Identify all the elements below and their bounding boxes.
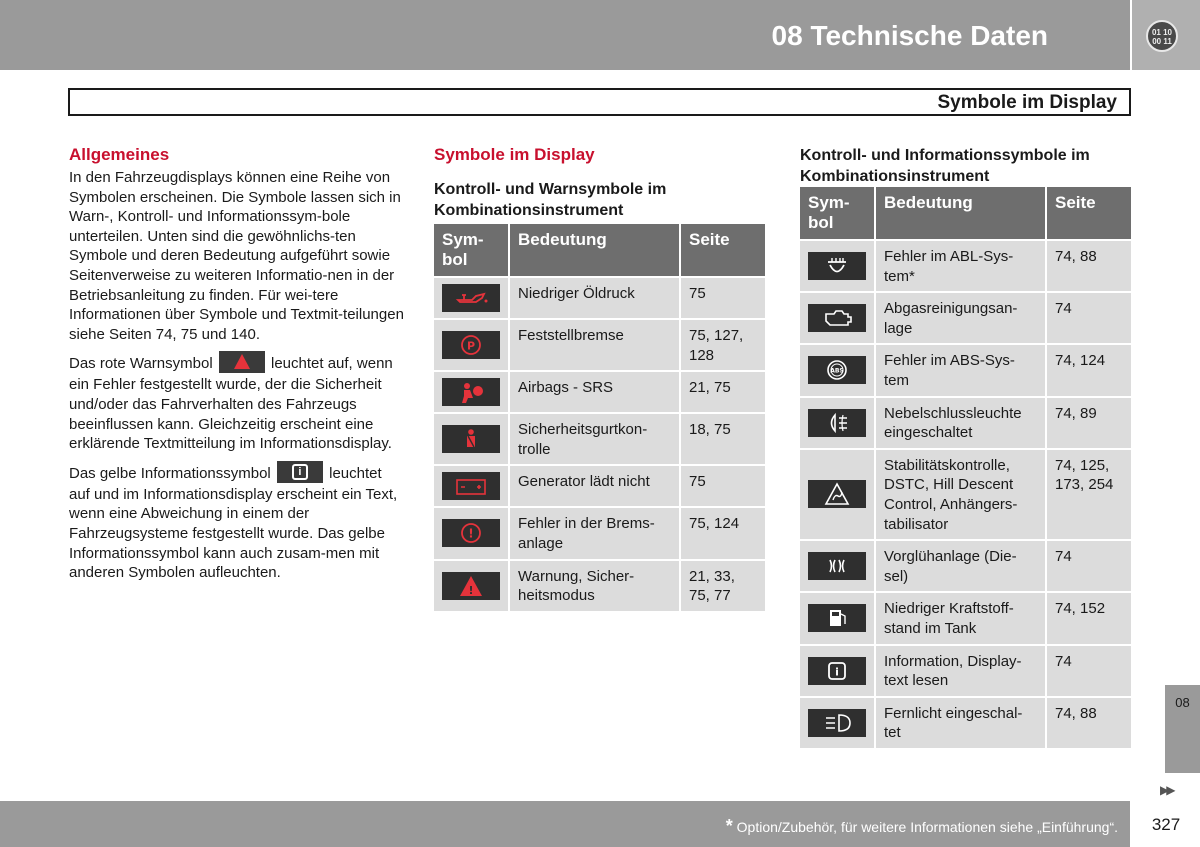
battery-icon xyxy=(442,472,500,500)
row-page: 74 xyxy=(1047,646,1131,698)
svg-text:!: ! xyxy=(468,583,474,597)
row-meaning: Fehler im ABL-Sys-tem* xyxy=(876,241,1047,293)
general-paragraph-3: Das gelbe Informationssymbol i leuchtet auf und im Informationsdisplay erscheint ein Text, wenn eine Abweichung in einem der Fahrzeugsysteme festgestellt wurde. Das gelbe Informationssymbol kann auch zusam-men mit anderen Symbolen aufleuchten. xyxy=(69,463,404,583)
row-meaning: Fehler in der Brems-anlage xyxy=(510,508,681,560)
table-row xyxy=(800,541,1131,593)
warning-triangle-icon xyxy=(442,572,500,600)
table-row xyxy=(434,561,765,613)
row-page: 74, 88 xyxy=(1047,698,1131,750)
row-page: 75, 127, 128 xyxy=(681,320,765,372)
row-meaning: Stabilitätskontrolle, DSTC, Hill Descent Control, Anhängers-tabilisator xyxy=(876,450,1047,541)
glow-plug-icon xyxy=(808,552,866,580)
row-meaning: Niedriger Kraftstoff-stand im Tank xyxy=(876,593,1047,645)
row-meaning: Fernlicht eingeschal-tet xyxy=(876,698,1047,750)
header-page: Seite xyxy=(681,224,765,278)
row-meaning: Abgasreinigungsan-lage xyxy=(876,293,1047,345)
side-tab-label: 08 xyxy=(1175,695,1190,710)
header-meaning: Bedeutung xyxy=(510,224,681,278)
table-row xyxy=(434,320,765,372)
table-row xyxy=(434,508,765,560)
row-meaning: Fehler im ABS-Sys-tem xyxy=(876,345,1047,397)
table-row xyxy=(434,278,765,320)
column-general xyxy=(69,145,404,592)
general-paragraph-2: Das rote Warnsymbol leuchtet auf, wenn ein Fehler festgestellt wurde, der die Sicherheit und/oder das Fahrverhalten des Fahrzeugs beeinflussen kann. Gleichzeitig erscheint eine erklärende Textmitteilung im Informationsdisplay. xyxy=(69,353,404,453)
table-row xyxy=(800,646,1131,698)
row-page: 74, 152 xyxy=(1047,593,1131,645)
row-page: 75 xyxy=(681,278,765,320)
symbols-heading: Symbole im Display xyxy=(434,145,595,164)
row-meaning: Nebelschlussleuchte eingeschaltet xyxy=(876,398,1047,450)
row-page: 21, 75 xyxy=(681,372,765,414)
section-title: Symbole im Display xyxy=(937,92,1117,113)
abl-icon xyxy=(808,252,866,280)
row-meaning: Warnung, Sicher-heitsmodus xyxy=(510,561,681,613)
chapter-badge-icon: 01 10 00 11 xyxy=(1146,20,1178,52)
general-heading: Allgemeines xyxy=(69,145,170,164)
column-info-symbols xyxy=(800,145,1131,750)
info-symbols-table xyxy=(800,187,1131,750)
footer-note: * Option/Zubehör, für weitere Informationen siehe „Einführung“. xyxy=(725,816,1118,836)
svg-text:!: ! xyxy=(468,526,474,541)
row-meaning: Niedriger Öldruck xyxy=(510,278,681,320)
seatbelt-icon xyxy=(442,425,500,453)
fuel-icon xyxy=(808,604,866,632)
svg-text:P: P xyxy=(466,339,476,353)
airbag-icon xyxy=(442,378,500,406)
general-paragraph-1: In den Fahrzeugdisplays können eine Reihe von Symbolen erscheinen. Die Symbole lassen sich in Warn-, Kontroll- und Informationssym-bole unterteilen. Unten sind die gewöhnlichs-ten Symbole und deren Bedeutung aufgeführt sowie Seitenverweise zu weiteren Informatio-nen in der Betriebsanleitung zu finden. Für wei-tere Informationen über Symbole und Textmit-teilungen siehe Seiten 74, 75 und 140. xyxy=(69,169,404,343)
table-row xyxy=(800,698,1131,750)
header-icon-box xyxy=(1132,0,1200,70)
warning-symbols-table xyxy=(434,224,765,613)
row-page: 74, 125, 173, 254 xyxy=(1047,450,1131,541)
warning-table-subheading: Kontroll- und Warnsymbole im Kombinationsinstrument xyxy=(434,181,667,219)
parking-brake-icon xyxy=(442,331,500,359)
header-meaning: Bedeutung xyxy=(876,187,1047,241)
table-row xyxy=(800,293,1131,345)
row-meaning: Vorglühanlage (Die-sel) xyxy=(876,541,1047,593)
header-symbol: Sym-bol xyxy=(800,187,876,241)
table-row xyxy=(800,450,1131,541)
table-row xyxy=(434,466,765,508)
header-page: Seite xyxy=(1047,187,1131,241)
header-symbol: Sym-bol xyxy=(434,224,510,278)
high-beam-icon xyxy=(808,709,866,737)
section-header xyxy=(68,88,1131,116)
header-bar xyxy=(0,0,1130,70)
column-warning-symbols xyxy=(434,145,765,613)
chapter-title: 08 Technische Daten xyxy=(771,20,1048,51)
table-row xyxy=(800,345,1131,397)
row-page: 74, 88 xyxy=(1047,241,1131,293)
row-page: 74, 124 xyxy=(1047,345,1131,397)
row-page: 74 xyxy=(1047,293,1131,345)
row-meaning: Sicherheitsgurtkon-trolle xyxy=(510,414,681,466)
table-row xyxy=(434,372,765,414)
stability-icon xyxy=(808,480,866,508)
page-number: 327 xyxy=(1132,801,1200,847)
row-meaning: Airbags - SRS xyxy=(510,372,681,414)
red-warning-symbol-icon xyxy=(219,351,265,373)
chapter-side-tab xyxy=(1165,685,1200,773)
row-meaning: Generator lädt nicht xyxy=(510,466,681,508)
footer-bar xyxy=(0,801,1130,847)
table-row xyxy=(800,241,1131,293)
oil-pressure-icon xyxy=(442,284,500,312)
rear-fog-icon xyxy=(808,409,866,437)
row-page: 74, 89 xyxy=(1047,398,1131,450)
yellow-info-symbol-icon: i xyxy=(277,461,323,483)
table-row xyxy=(800,593,1131,645)
svg-text:i: i xyxy=(835,665,839,679)
row-page: 75 xyxy=(681,466,765,508)
brake-warning-icon xyxy=(442,519,500,547)
row-page: 21, 33, 75, 77 xyxy=(681,561,765,613)
table-row xyxy=(800,398,1131,450)
abs-icon xyxy=(808,356,866,384)
row-meaning: Feststellbremse xyxy=(510,320,681,372)
row-page: 18, 75 xyxy=(681,414,765,466)
info-icon xyxy=(808,657,866,685)
row-meaning: Information, Display-text lesen xyxy=(876,646,1047,698)
row-page: 75, 124 xyxy=(681,508,765,560)
row-page: 74 xyxy=(1047,541,1131,593)
continue-arrows-icon: ▶▶ xyxy=(1160,783,1173,797)
table-row xyxy=(434,414,765,466)
svg-text:ABS: ABS xyxy=(830,367,844,375)
engine-icon xyxy=(808,304,866,332)
info-table-subheading: Kontroll- und Informationssymbole im Kombinationsinstrument xyxy=(800,147,1090,185)
